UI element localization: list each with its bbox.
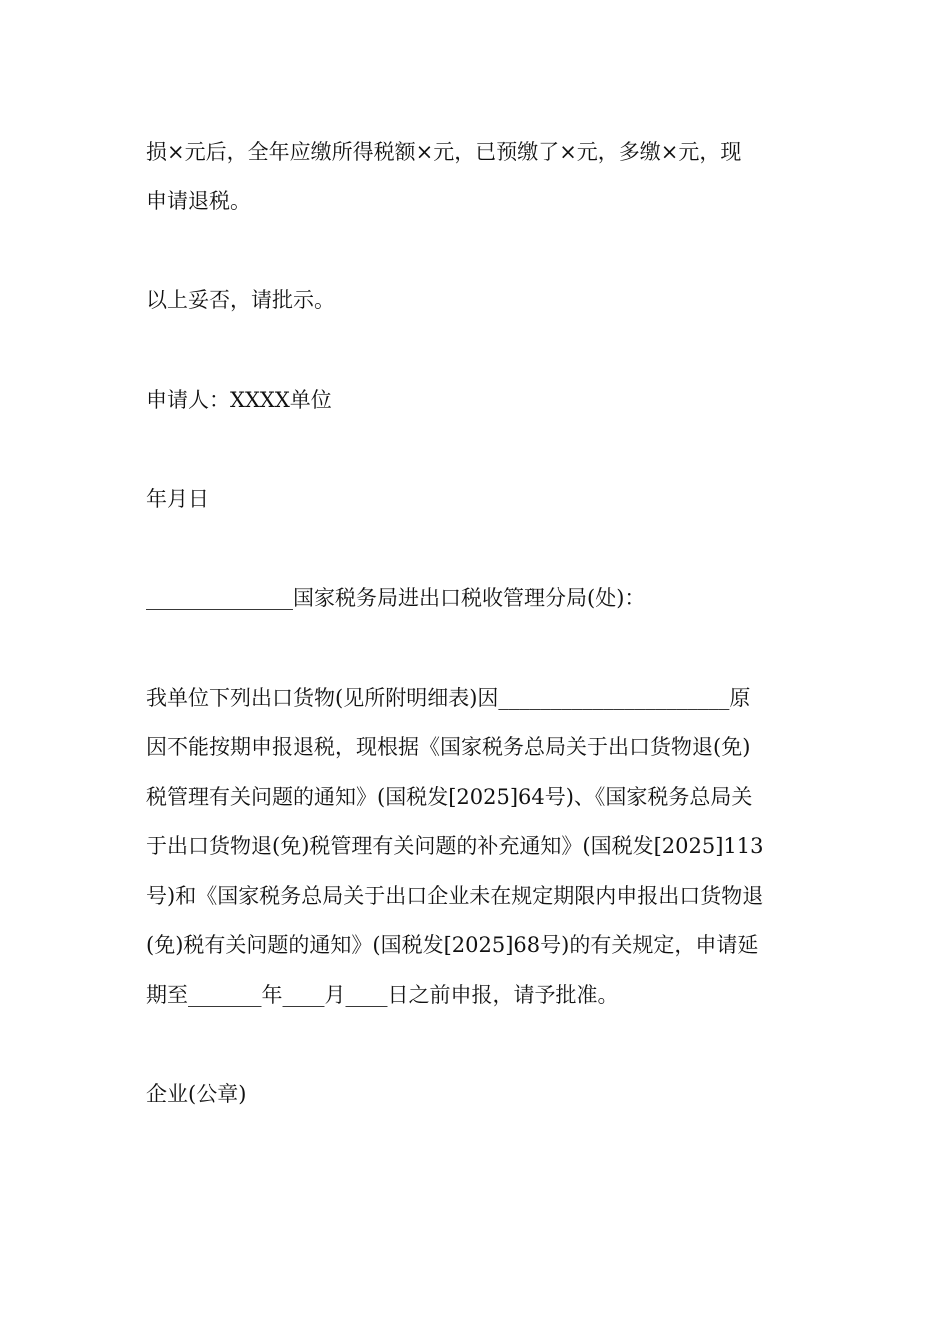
body-line-3: 税管理有关问题的通知》(国税发[2025]64号)、《国家税务总局关 bbox=[146, 785, 753, 809]
addressee-line: ______________国家税务局进出口税收管理分局(处)： bbox=[146, 586, 646, 610]
paragraph-line-refund-request: 申请退税。 bbox=[146, 189, 251, 213]
applicant-line: 申请人：XXXX单位 bbox=[146, 388, 332, 412]
body-line-6: (免)税有关问题的通知》(国税发[2025]68号)的有关规定，申请延 bbox=[146, 933, 759, 957]
company-seal-line: 企业(公章) bbox=[146, 1082, 247, 1106]
paragraph-line-refund-amounts: 损×元后，全年应缴所得税额×元，已预缴了×元，多缴×元，现 bbox=[146, 140, 742, 164]
body-line-2: 因不能按期申报退税，现根据《国家税务总局关于出口货物退(免) bbox=[146, 735, 751, 759]
body-line-4: 于出口货物退(免)税管理有关问题的补充通知》(国税发[2025]113 bbox=[146, 834, 764, 858]
closing-approval-request: 以上妥否，请批示。 bbox=[146, 288, 335, 312]
body-line-5: 号)和《国家税务总局关于出口企业未在规定期限内申报出口货物退 bbox=[146, 884, 764, 908]
body-line-1: 我单位下列出口货物(见所附明细表)因______________________原 bbox=[146, 686, 751, 710]
body-line-7: 期至_______年____月____日之前申报，请予批准。 bbox=[146, 983, 619, 1007]
date-line: 年月日 bbox=[146, 487, 209, 511]
